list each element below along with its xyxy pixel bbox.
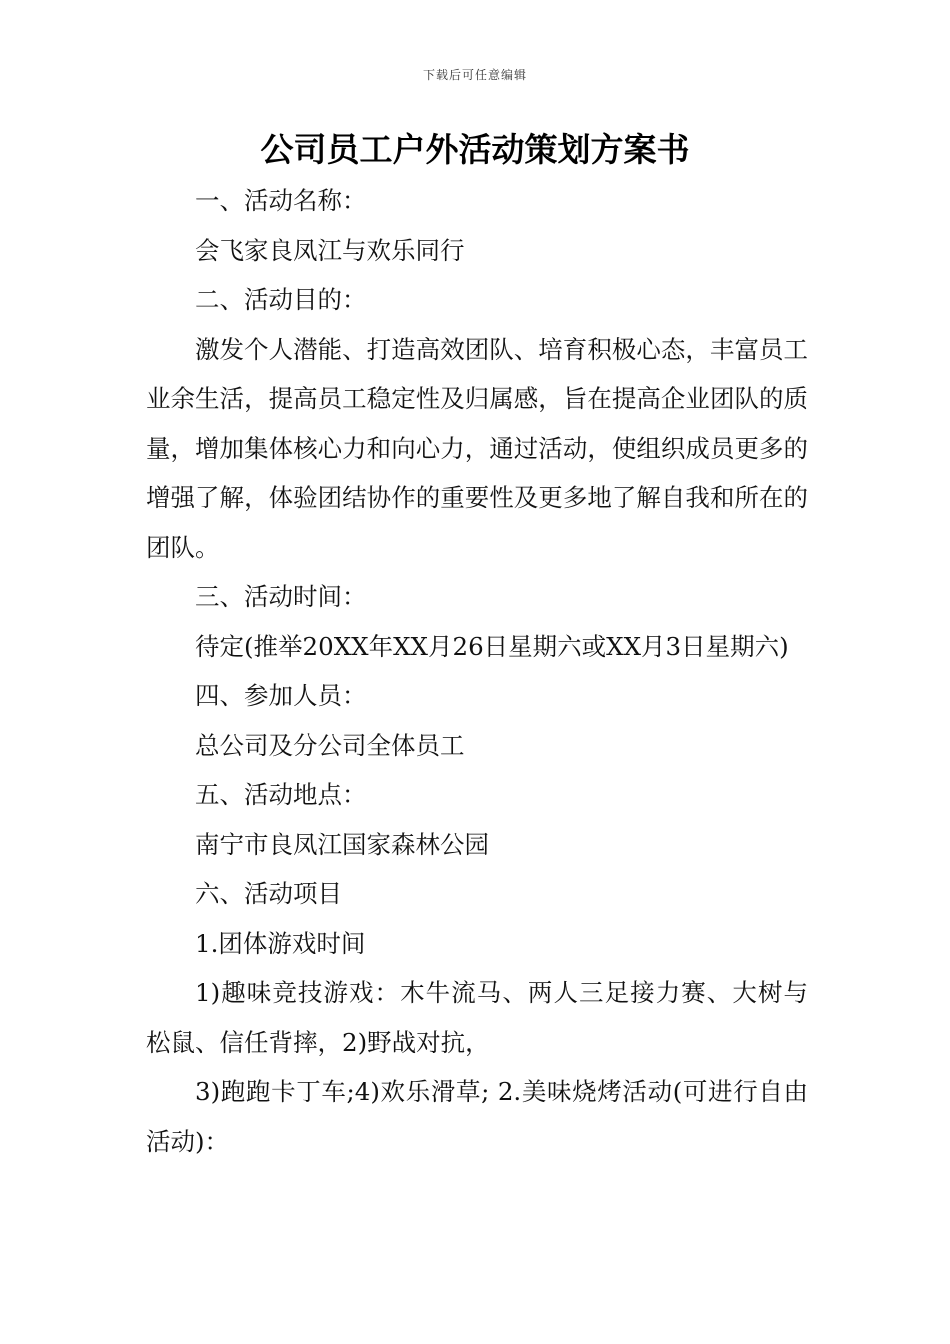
participants-text: 总公司及分公司全体员工	[195, 730, 465, 760]
activity-item-more-list: 3)跑跑卡丁车;4)欢乐滑草; 2.美味烧烤活动(可进行自由活动)：	[146, 1077, 808, 1156]
location-text: 南宁市良凤江国家森林公园	[195, 829, 489, 859]
section-heading-activity-items: 六、活动项目	[195, 879, 342, 908]
section-heading-activity-time: 三、活动时间：	[195, 582, 367, 611]
activity-item-games-list: 1)趣味竞技游戏：木牛流马、两人三足接力赛、大树与松鼠、信任背摔，2)野战对抗，	[146, 978, 808, 1057]
activity-purpose-text: 激发个人潜能、打造高效团队、培育积极心态，丰富员工业余生活，提高员工稳定性及归属感，旨在提高企业团队的质量，增加集体核心力和向心力，通过活动，使组织成员更多的增强了解，体验团结协作的重要性及更多地了解自我和所在的团队。	[146, 334, 808, 562]
section-heading-location: 五、活动地点：	[195, 780, 367, 809]
activity-time-text: 待定(推举20XX年XX月26日星期六或XX月3日星期六)	[195, 631, 789, 661]
activity-name-text: 会飞家良凤江与欢乐同行	[195, 235, 465, 265]
section-heading-participants: 四、参加人员：	[195, 681, 367, 710]
activity-item-group-games: 1.团体游戏时间	[195, 928, 366, 958]
document-title: 公司员工户外活动策划方案书	[260, 130, 690, 169]
document-body	[146, 176, 808, 1166]
header-note: 下载后可任意编辑	[422, 68, 527, 82]
section-heading-activity-name: 一、活动名称：	[195, 186, 367, 215]
section-heading-activity-purpose: 二、活动目的：	[195, 285, 367, 314]
